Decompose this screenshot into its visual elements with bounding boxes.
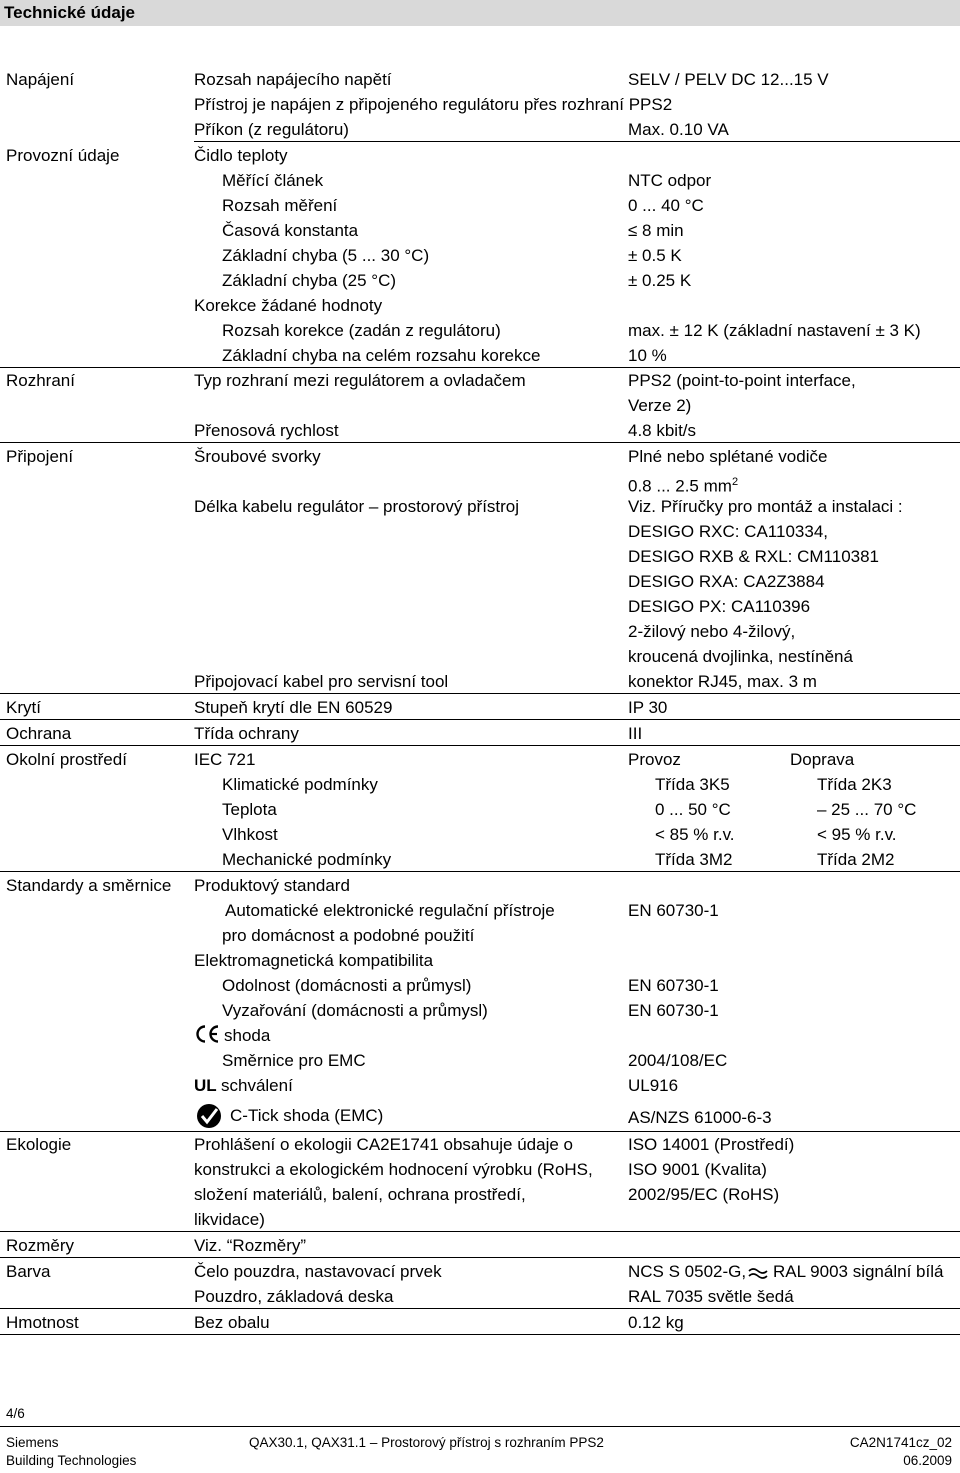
iec-label: IEC 721 xyxy=(194,750,256,769)
ekologie-text-0: Prohlášení o ekologii CA2E1741 obsahuje údaje o xyxy=(194,1135,573,1154)
produktovy-label: Produktový standard xyxy=(194,876,350,895)
section-label-ekologie: Ekologie xyxy=(6,1135,72,1154)
ctick-label: C-Tick shoda (EMC) xyxy=(230,1106,384,1125)
footer-company-2: Building Technologies xyxy=(6,1453,137,1468)
auto-value: EN 60730-1 xyxy=(628,901,719,920)
divider xyxy=(0,367,960,368)
chyba2-label: Základní chyba (25 °C) xyxy=(222,271,397,290)
footer-product: QAX30.1, QAX31.1 – Prostorový přístroj s rozhraním PPS2 xyxy=(249,1435,604,1450)
emc-label: Směrnice pro EMC xyxy=(222,1051,366,1070)
divider xyxy=(0,693,960,694)
typ-value-1: PPS2 (point-to-point interface, xyxy=(628,371,856,390)
delka-line-1: DESIGO RXC: CA110334, xyxy=(628,522,828,541)
delka-line-5: 2-žilový nebo 4-žilový, xyxy=(628,622,796,641)
delka-line-2: DESIGO RXB & RXL: CM110381 xyxy=(628,547,880,566)
divider xyxy=(0,719,960,720)
divider xyxy=(0,1257,960,1258)
env-row-name: Mechanické podmínky xyxy=(222,850,392,869)
odolnost-label: Odolnost (domácnosti a průmysl) xyxy=(222,976,472,995)
rozsah-mereni-label: Rozsah měření xyxy=(222,196,338,215)
emc-value: 2004/108/EC xyxy=(628,1051,728,1070)
section-label-ochrana: Ochrana xyxy=(6,724,72,743)
svorky-value-2 xyxy=(628,472,738,497)
barva-text-1: Čelo pouzdra, nastavovací prvek xyxy=(194,1262,442,1281)
prikon-label: Příkon (z regulátoru) xyxy=(194,120,349,139)
odolnost-value: EN 60730-1 xyxy=(628,976,719,995)
vyzarovani-value: EN 60730-1 xyxy=(628,1001,719,1020)
section-label-kryti: Krytí xyxy=(6,698,41,717)
barva-text-2: Pouzdro, základová deska xyxy=(194,1287,394,1306)
chyba3-value: 10 % xyxy=(628,346,667,365)
ochrana-text: Třída ochrany xyxy=(194,724,299,743)
servis-value: konektor RJ45, max. 3 m xyxy=(628,672,817,691)
chyba2-value: ± 0.25 K xyxy=(628,271,692,290)
ctick-value: AS/NZS 61000-6-3 xyxy=(628,1108,772,1127)
rozsah-label: Rozsah napájecího napětí xyxy=(194,70,392,89)
kryti-value: IP 30 xyxy=(628,698,668,717)
env-row-provoz: Třída 3M2 xyxy=(655,850,733,869)
divider xyxy=(194,141,960,142)
env-row-name: Vlhkost xyxy=(222,825,278,844)
svorky-label: Šroubové svorky xyxy=(194,447,321,466)
section-label-standardy: Standardy a směrnice xyxy=(6,876,172,895)
prikon-value: Max. 0.10 VA xyxy=(628,120,729,139)
ekologie-value-2: 2002/95/EC (RoHS) xyxy=(628,1185,780,1204)
rozsah-korekce-label: Rozsah korekce (zadán z regulátoru) xyxy=(222,321,501,340)
delka-line-3: DESIGO RXA: CA2Z3884 xyxy=(628,572,825,591)
kryti-text: Stupeň krytí dle EN 60529 xyxy=(194,698,393,717)
rozsah-mereni-value: 0 ... 40 °C xyxy=(628,196,704,215)
c-tick-icon xyxy=(196,1103,222,1134)
approx-icon xyxy=(747,1266,769,1285)
napajen-text: Přístroj je napájen z připojeného regulátoru přes rozhraní PPS2 xyxy=(194,95,673,114)
footer-date: 06.2009 xyxy=(903,1453,952,1468)
ekologie-value-0: ISO 14001 (Prostředí) xyxy=(628,1135,795,1154)
section-label-barva: Barva xyxy=(6,1262,51,1281)
typ-label: Typ rozhraní mezi regulátorem a ovladačem xyxy=(194,371,526,390)
svorky-sup: 2 xyxy=(731,476,739,488)
delka-line-6: kroucená dvojlinka, nestíněná xyxy=(628,647,853,666)
divider xyxy=(0,442,960,443)
ul-value: UL916 xyxy=(628,1076,679,1095)
env-row-doprava: Třída 2K3 xyxy=(817,775,892,794)
divider xyxy=(0,1308,960,1309)
footer-rule xyxy=(0,1426,960,1427)
casova-label: Časová konstanta xyxy=(222,221,359,240)
env-row-name: Klimatické podmínky xyxy=(222,775,378,794)
ekologie-text-3: likvidace) xyxy=(194,1210,265,1229)
footer-doc-id: CA2N1741cz_02 xyxy=(849,1435,952,1450)
ul-label: schválení xyxy=(221,1076,293,1095)
divider xyxy=(0,745,960,746)
delka-line-0: Viz. Příručky pro montáž a instalaci : xyxy=(628,497,903,516)
ul-mark: UL xyxy=(194,1076,217,1095)
hmotnost-value: 0.12 kg xyxy=(628,1313,684,1332)
chyba1-value: ± 0.5 K xyxy=(628,246,682,265)
rozsah-korekce-value: max. ± 12 K (základní nastavení ± 3 K) xyxy=(628,321,921,340)
env-row-provoz: 0 ... 50 °C xyxy=(655,800,731,819)
divider xyxy=(0,1131,960,1132)
svorky-value-1: Plné nebo splétané vodiče xyxy=(628,447,828,466)
rychlost-value: 4.8 kbit/s xyxy=(628,421,697,440)
ce-mark-icon xyxy=(194,1024,220,1049)
page-number: 4/6 xyxy=(6,1406,25,1421)
ce-label: shoda xyxy=(224,1026,271,1045)
doprava-header: Doprava xyxy=(790,750,855,769)
env-row-doprava: < 95 % r.v. xyxy=(817,825,897,844)
casova-value: ≤ 8 min xyxy=(628,221,684,240)
merici-value: NTC odpor xyxy=(628,171,712,190)
delka-label: Délka kabelu regulátor – prostorový přístroj xyxy=(194,497,520,516)
divider xyxy=(0,1231,960,1232)
hmotnost-text: Bez obalu xyxy=(194,1313,270,1332)
ochrana-value: III xyxy=(628,724,643,743)
env-row-name: Teplota xyxy=(222,800,277,819)
barva-value-1a: NCS S 0502-G, xyxy=(628,1262,747,1281)
env-row-provoz: < 85 % r.v. xyxy=(655,825,735,844)
auto-line-2: pro domácnost a podobné použití xyxy=(222,926,475,945)
chyba3-label: Základní chyba na celém rozsahu korekce xyxy=(222,346,541,365)
section-label-provozni: Provozní údaje xyxy=(6,146,120,165)
ekologie-value-1: ISO 9001 (Kvalita) xyxy=(628,1160,767,1179)
rozsah-value: SELV / PELV DC 12...15 V xyxy=(628,70,829,89)
env-row-provoz: Třída 3K5 xyxy=(655,775,730,794)
korekce-label: Korekce žádané hodnoty xyxy=(194,296,383,315)
ekologie-text-1: konstrukci a ekologickém hodnocení výrobku (RoHS, xyxy=(194,1160,593,1179)
ekologie-text-2: složení materiálů, balení, ochrana prostředí, xyxy=(194,1185,526,1204)
divider xyxy=(0,871,960,872)
delka-line-4: DESIGO PX: CA110396 xyxy=(628,597,811,616)
typ-value-2: Verze 2) xyxy=(628,396,692,415)
section-label-hmotnost: Hmotnost xyxy=(6,1313,79,1332)
emk-label: Elektromagnetická kompatibilita xyxy=(194,951,434,970)
divider xyxy=(0,1334,960,1335)
footer-company-1: Siemens xyxy=(6,1435,59,1450)
rozmery-text: Viz. “Rozměry” xyxy=(194,1236,307,1255)
section-label-rozhrani: Rozhraní xyxy=(6,371,75,390)
vyzarovani-label: Vyzařování (domácnosti a průmysl) xyxy=(222,1001,488,1020)
auto-line-1: Automatické elektronické regulační přístroje xyxy=(225,901,555,920)
env-row-doprava: – 25 ... 70 °C xyxy=(817,800,917,819)
section-label-pripojeni: Připojení xyxy=(6,447,74,466)
section-label-okolni: Okolní prostředí xyxy=(6,750,127,769)
servis-label: Připojovací kabel pro servisní tool xyxy=(194,672,449,691)
barva-value-2: RAL 7035 světle šedá xyxy=(628,1287,794,1306)
chyba1-label: Základní chyba (5 ... 30 °C) xyxy=(222,246,430,265)
svorky-value-2-text: 0.8 ... 2.5 mm xyxy=(628,476,732,496)
section-label-napajeni: Napájení xyxy=(6,70,75,89)
page-title: Technické údaje xyxy=(0,0,960,26)
section-label-rozmery: Rozměry xyxy=(6,1236,75,1255)
cidlo-label: Čidlo teploty xyxy=(194,146,288,165)
provoz-header: Provoz xyxy=(628,750,681,769)
barva-value-1b: RAL 9003 signální bílá xyxy=(773,1262,944,1281)
rychlost-label: Přenosová rychlost xyxy=(194,421,339,440)
env-row-doprava: Třída 2M2 xyxy=(817,850,895,869)
merici-label: Měřící článek xyxy=(222,171,324,190)
